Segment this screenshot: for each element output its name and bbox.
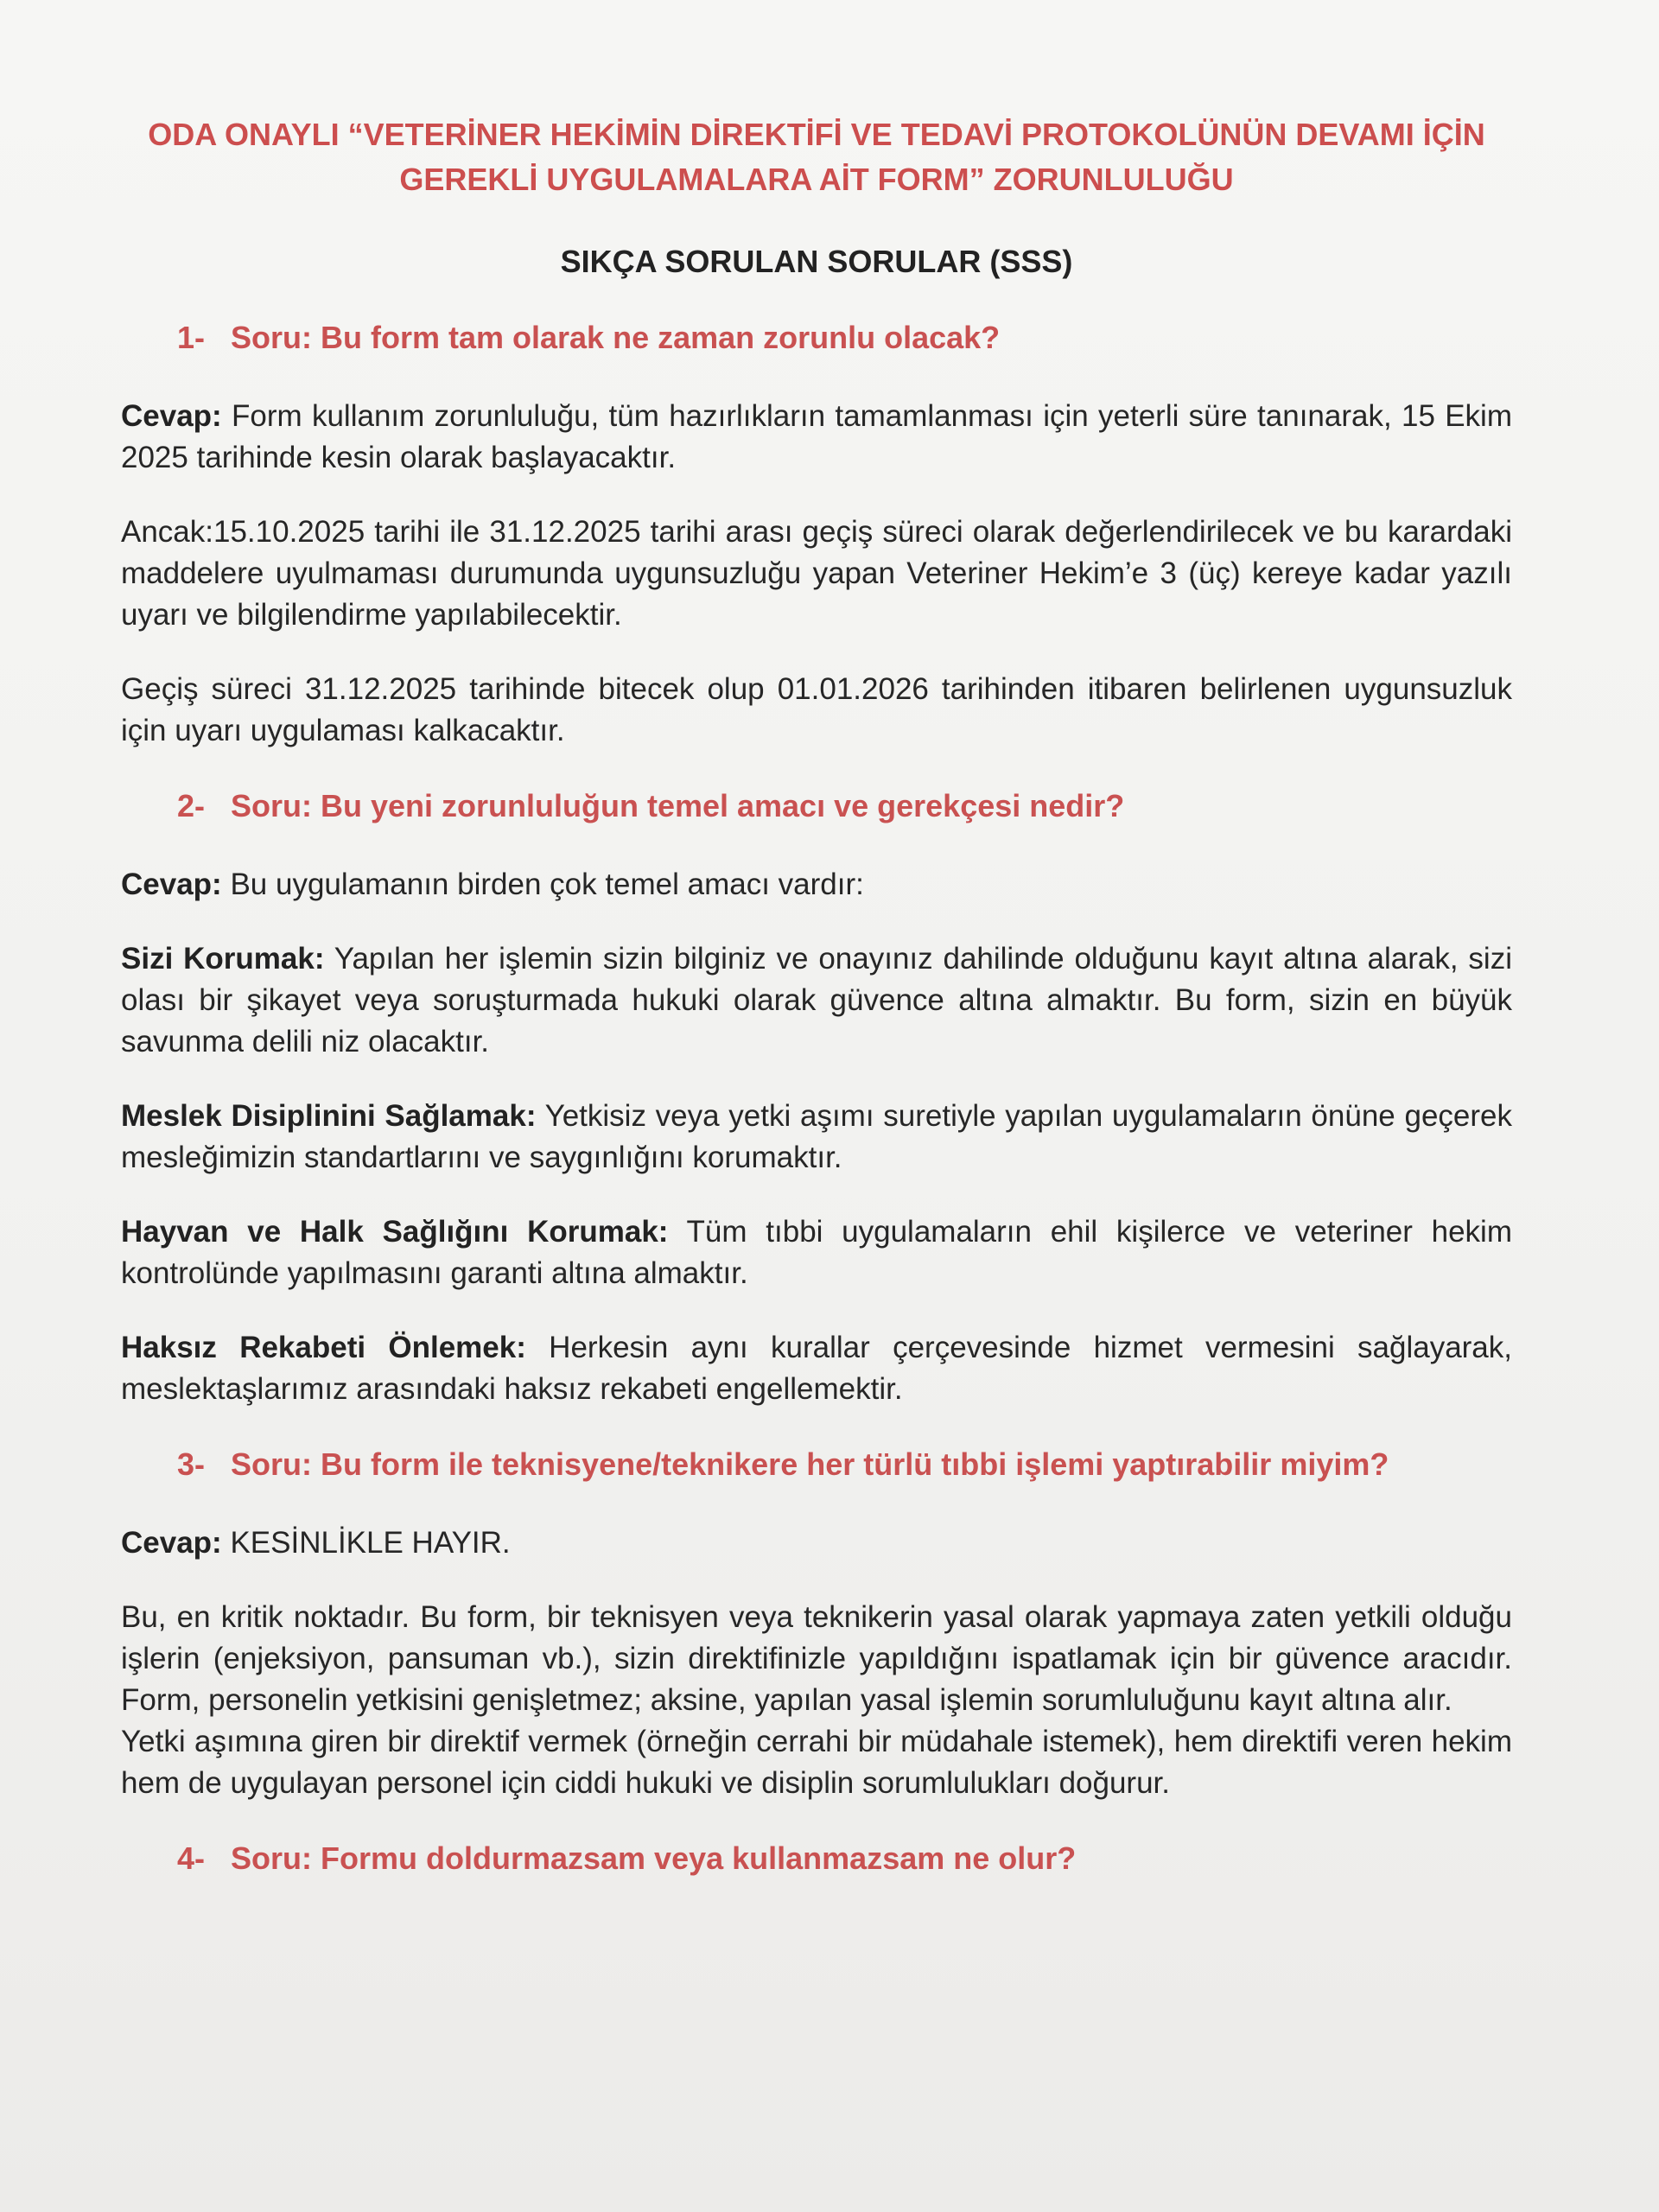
answer-1-paragraph-2: Ancak:15.10.2025 tarihi ile 31.12.2025 tarihi arası geçiş süreci olarak değerlendirilecek ve bu karardaki maddelere uyulmaması durumunda uygunsuzluğu yapan Veteriner Hekim’e 3 (üç) kereye kadar yazılı uyarı ve bilgilendirme yapılabilecektir. (121, 515, 1512, 632)
question-number: 4- (177, 1840, 206, 1876)
answer-1-paragraph-3: Geçiş süreci 31.12.2025 tarihinde bitecek olup 01.01.2026 tarihinden itibaren belirlenen uygunsuzluk için uyarı uygulaması kalkacaktır. (121, 672, 1512, 747)
question-3 (177, 1443, 1512, 1486)
answer-text: Form kullanım zorunluluğu, tüm hazırlıkların tamamlanması için yeterli süre tanınarak, 15 Ekim 2025 tarihinde kesin olarak başlayacaktır. (121, 399, 1512, 474)
answer-3 (121, 1522, 1512, 1564)
purpose-label: Hayvan ve Halk Sağlığını Korumak: (121, 1215, 669, 1249)
answer-text: KESİNLİKLE HAYIR. (221, 1526, 511, 1560)
answer-1 (121, 396, 1512, 479)
purpose-label: Sizi Korumak: (121, 942, 325, 976)
answer-3-paragraph-3: Yetki aşımına giren bir direktif vermek (örneğin cerrahi bir müdahale istemek), hem direktifi veren hekim hem de uygulayan personel için ciddi hukuki ve disiplin sorumlulukları doğurur. (121, 1725, 1512, 1800)
purpose-text: Yapılan her işlemin sizin bilginiz ve onayınız dahilinde olduğunu kayıt altına alarak, sizi olası bir şikayet veya soruşturmada hukuki olarak güvence altına almaktır. Bu form, sizin en büyük savunma delili niz olacaktır. (121, 942, 1512, 1058)
question-text: Soru: Formu doldurmazsam veya kullanmazsam ne olur? (231, 1840, 1077, 1876)
purpose-item-protect-you (121, 938, 1512, 1063)
answer-label: Cevap: (121, 399, 222, 433)
document-title: ODA ONAYLI “VETERİNER HEKİMİN DİREKTİFİ VE TEDAVİ PROTOKOLÜNÜN DEVAMI İÇİN GEREKLİ UYGULAMALARA AİT FORM” ZORUNLULUĞU (148, 117, 1485, 197)
purpose-item-health (121, 1211, 1512, 1294)
question-text: Soru: Bu form tam olarak ne zaman zorunlu olacak? (231, 320, 1001, 355)
question-number: 3- (177, 1446, 206, 1482)
question-text: Soru: Bu form ile teknisyene/teknikere her türlü tıbbi işlemi yaptırabilir miyim? (231, 1446, 1389, 1482)
answer-2 (121, 864, 1512, 906)
document-subtitle: SIKÇA SORULAN SORULAR (SSS) (560, 244, 1073, 279)
answer-label: Cevap: (121, 1526, 222, 1560)
purpose-text: Herkesin aynı kurallar çerçevesinde hizmet vermesini sağlayarak, meslektaşlarımız arasındaki haksız rekabeti engellemektir. (121, 1331, 1512, 1406)
answer-3-paragraph-2: Bu, en kritik noktadır. Bu form, bir teknisyen veya teknikerin yasal olarak yapmaya zaten yetkili olduğu işlerin (enjeksiyon, pansuman vb.), sizin direktifinizle yapıldığını ispatlamak için bir güvence aracıdır. Form, personelin yetkisini genişletmez; aksine, yapılan yasal işlemin sorumluluğunu kayıt altına alır. (121, 1600, 1512, 1717)
question-text: Soru: Bu yeni zorunluluğun temel amacı ve gerekçesi nedir? (231, 788, 1125, 823)
question-1 (177, 316, 1512, 359)
purpose-label: Meslek Disiplinini Sağlamak: (121, 1099, 537, 1133)
purpose-item-discipline (121, 1096, 1512, 1179)
purpose-label: Haksız Rekabeti Önlemek: (121, 1331, 526, 1364)
question-2 (177, 785, 1512, 828)
purpose-item-competition (121, 1327, 1512, 1410)
purpose-text: Tüm tıbbi uygulamaların ehil kişilerce ve veteriner hekim kontrolünde yapılmasını garanti altına almaktır. (121, 1215, 1512, 1290)
purpose-text: Yetkisiz veya yetki aşımı suretiyle yapılan uygulamaların önüne geçerek mesleğimizin standartlarını ve saygınlığını korumaktır. (121, 1099, 1512, 1174)
question-4 (177, 1837, 1512, 1880)
answer-text: Bu uygulamanın birden çok temel amacı vardır: (221, 868, 864, 901)
question-number: 2- (177, 788, 206, 823)
question-number: 1- (177, 320, 206, 355)
answer-label: Cevap: (121, 868, 222, 901)
